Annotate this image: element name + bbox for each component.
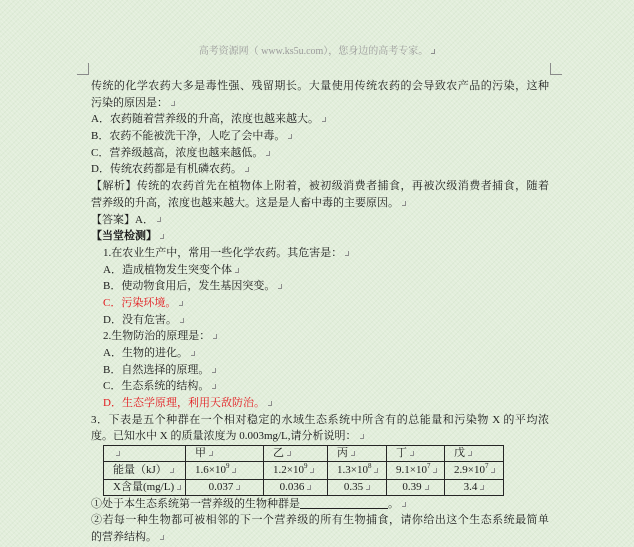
row-label-text: 能量（kJ） — [113, 464, 167, 477]
option-text: D．传统农药都是有机磷农药。 — [91, 163, 242, 176]
question-text: 2.生物防治的原理是： — [103, 330, 211, 343]
paragraph-mark-icon — [235, 268, 239, 273]
table-cell — [387, 480, 445, 496]
paragraph-mark-icon — [366, 485, 370, 490]
cell-mantissa: 1.2×10 — [273, 464, 304, 477]
paragraph-mark-icon — [431, 49, 435, 54]
question-text: ①处于本生态系统第一营养级的生物种群是 — [91, 497, 300, 510]
q1-option-c — [91, 295, 549, 312]
paragraph-mark-icon — [170, 468, 174, 473]
table-cell — [445, 462, 504, 480]
cell-value: 3.4 — [463, 481, 478, 494]
paragraph-mark-icon — [232, 468, 236, 473]
page-header — [0, 45, 634, 59]
analysis-line — [91, 195, 549, 212]
paragraph-mark-icon — [374, 468, 378, 473]
intro-stem-line — [91, 95, 549, 112]
table-column-header — [445, 446, 504, 462]
option-text: D．没有危害。 — [103, 313, 177, 326]
paragraph-mark-icon — [287, 451, 291, 456]
paragraph-mark-icon — [310, 468, 314, 473]
table-cell — [387, 462, 445, 480]
table-wrapper — [91, 445, 549, 496]
q3-stem-line — [91, 412, 549, 429]
q2-stem — [91, 328, 549, 345]
q2-option-d — [91, 395, 549, 412]
document-body[interactable] — [91, 78, 549, 546]
table-cell — [328, 462, 387, 480]
paragraph-mark-icon — [179, 301, 183, 306]
question-text-suffix: 。 — [388, 497, 399, 510]
table-header-row — [104, 446, 504, 462]
paragraph-mark-icon — [236, 485, 240, 490]
cell-value: 0.39 — [402, 481, 422, 494]
paragraph-mark-icon — [468, 451, 472, 456]
analysis-text: 【解析】传统的农药首先在植物体上附着，被初级消费者捕食，再被次级消费者捕食，随着 — [91, 180, 549, 193]
table-column-header — [186, 446, 264, 462]
question-text: 度。已知水中 X 的质量浓度为 0.003mg/L,请分析说明： — [91, 430, 357, 443]
option-text: C．营养级越高，浓度也越来越低。 — [91, 146, 264, 159]
table-cell — [264, 462, 328, 480]
cell-value: 0.036 — [279, 481, 305, 494]
q3-sub-question-1 — [91, 496, 549, 513]
table-row-energy — [104, 462, 504, 480]
table-row-x-concentration — [104, 480, 504, 496]
question-text: 1.在农业生产中，常用一些化学农药。其危害是： — [103, 246, 343, 259]
intro-option-c — [91, 145, 549, 162]
cell-exponent: 8 — [367, 462, 372, 471]
intro-stem-line — [91, 78, 549, 95]
intro-stem-text: 传统的化学农药大多是毒性强、残留期长。大量使用传统农药的会导致农产品的污染，这种 — [91, 80, 549, 92]
paragraph-mark-icon — [268, 401, 272, 406]
paragraph-mark-icon — [410, 451, 414, 456]
paragraph-mark-icon — [402, 201, 406, 206]
paragraph-mark-icon — [351, 451, 355, 456]
table-cell — [328, 480, 387, 496]
paragraph-mark-icon — [491, 468, 495, 473]
column-header-text: 丙 — [337, 447, 348, 460]
option-text: A．农药随着营养级的升高，浓度也越来越大。 — [91, 113, 319, 126]
cell-value: 0.35 — [343, 481, 364, 494]
paragraph-mark-icon — [191, 351, 195, 356]
paragraph-mark-icon — [160, 535, 164, 540]
paragraph-mark-icon — [433, 468, 437, 473]
q1-option-d — [91, 312, 549, 329]
q1-option-b — [91, 278, 549, 295]
header-text: 高考资源网（ www.ks5u.com），您身边的高考专家。 — [198, 46, 429, 57]
cell-value: 0.037 — [208, 481, 234, 494]
option-text: A．造成植物发生突变个体 — [103, 263, 232, 276]
table-column-header — [264, 446, 328, 462]
paragraph-mark-icon — [288, 134, 292, 139]
q2-option-a — [91, 345, 549, 362]
table-row-label — [104, 462, 186, 480]
column-header-text: 乙 — [273, 447, 284, 460]
answer-text: 【答案】A． — [91, 213, 154, 226]
q3-sub-question-2-line — [91, 529, 549, 546]
q2-option-b — [91, 362, 549, 379]
paragraph-mark-icon — [209, 451, 213, 456]
intro-stem-text: 污染的原因是： — [91, 96, 168, 109]
paragraph-mark-icon — [307, 485, 311, 490]
practice-heading — [91, 228, 549, 245]
table-row-label — [104, 480, 186, 496]
paragraph-mark-icon — [160, 234, 164, 239]
intro-option-a — [91, 111, 549, 128]
q2-option-c — [91, 378, 549, 395]
q1-stem — [91, 245, 549, 262]
option-text: B．自然选择的原理。 — [103, 363, 210, 376]
table-column-header — [328, 446, 387, 462]
practice-heading-text: 【当堂检测】 — [91, 230, 157, 243]
column-header-text: 甲 — [195, 447, 206, 460]
paragraph-mark-icon — [322, 117, 326, 122]
paragraph-mark-icon — [177, 485, 181, 490]
table-cell — [264, 480, 328, 496]
column-header-text: 戊 — [454, 447, 465, 460]
paragraph-mark-icon — [212, 384, 216, 389]
paragraph-mark-icon — [402, 502, 406, 507]
q3-stem-line — [91, 428, 549, 445]
q3-sub-question-2-line — [91, 512, 549, 529]
option-text: B．农药不能被洗干净，人吃了会中毒。 — [91, 130, 286, 143]
analysis-line — [91, 178, 549, 195]
paragraph-mark-icon — [480, 485, 484, 490]
cell-exponent: 9 — [225, 462, 230, 471]
table-cell — [186, 462, 264, 480]
paragraph-mark-icon — [157, 217, 161, 222]
cell-exponent: 7 — [426, 462, 431, 471]
cell-mantissa: 1.3×10 — [337, 464, 368, 477]
table-cell — [445, 480, 504, 496]
cell-mantissa: 9.1×10 — [396, 464, 427, 477]
intro-option-b — [91, 128, 549, 145]
paragraph-mark-icon — [360, 434, 364, 439]
question-text: ②若每一种生物都可被相邻的下一个营养级的所有生物捕食，请你给出这个生态系统最简单 — [91, 514, 549, 527]
paragraph-mark-icon — [213, 334, 217, 339]
paragraph-mark-icon — [171, 101, 175, 106]
option-text: B．使动物食用后，发生基因突变。 — [103, 280, 276, 293]
option-text-highlighted: D．生态学原理，利用天敌防治。 — [103, 397, 265, 410]
option-text: C．生态系统的结构。 — [103, 380, 210, 393]
text-boundary-mark-top-right — [550, 63, 562, 75]
option-text: A．生物的进化。 — [103, 347, 188, 359]
cell-exponent: 9 — [303, 462, 308, 471]
paragraph-mark-icon — [266, 151, 270, 156]
question-text: 的营养结构。 — [91, 531, 157, 543]
paragraph-mark-icon — [245, 167, 249, 172]
paragraph-mark-icon — [345, 251, 349, 256]
paragraph-mark-icon — [212, 368, 216, 373]
answer-line — [91, 212, 549, 229]
cell-exponent: 7 — [484, 462, 489, 471]
cell-mantissa: 1.6×10 — [195, 464, 226, 477]
text-boundary-mark-top-left — [77, 63, 89, 75]
table-column-header — [387, 446, 445, 462]
row-label-text: X含量(mg/L) — [113, 481, 175, 494]
q1-option-a — [91, 262, 549, 279]
intro-option-d — [91, 161, 549, 178]
paragraph-mark-icon — [116, 451, 120, 456]
paragraph-mark-icon — [180, 318, 184, 323]
column-header-text: 丁 — [396, 447, 407, 460]
answer-blank[interactable] — [300, 497, 388, 509]
table-cell — [186, 480, 264, 496]
cell-mantissa: 2.9×10 — [454, 464, 485, 477]
question-text: 3．下表是五个种群在一个相对稳定的水域生态系统中所含有的总能量和污染物 X 的平均浓 — [91, 413, 549, 426]
paragraph-mark-icon — [278, 284, 282, 289]
paragraph-mark-icon — [425, 485, 429, 490]
analysis-text: 营养级的升高，浓度也越来越大。这是是人畜中毒的主要原因。 — [91, 196, 399, 209]
population-data-table — [103, 445, 504, 496]
option-text-highlighted: C．污染环境。 — [103, 296, 177, 309]
table-corner-cell — [104, 446, 186, 462]
